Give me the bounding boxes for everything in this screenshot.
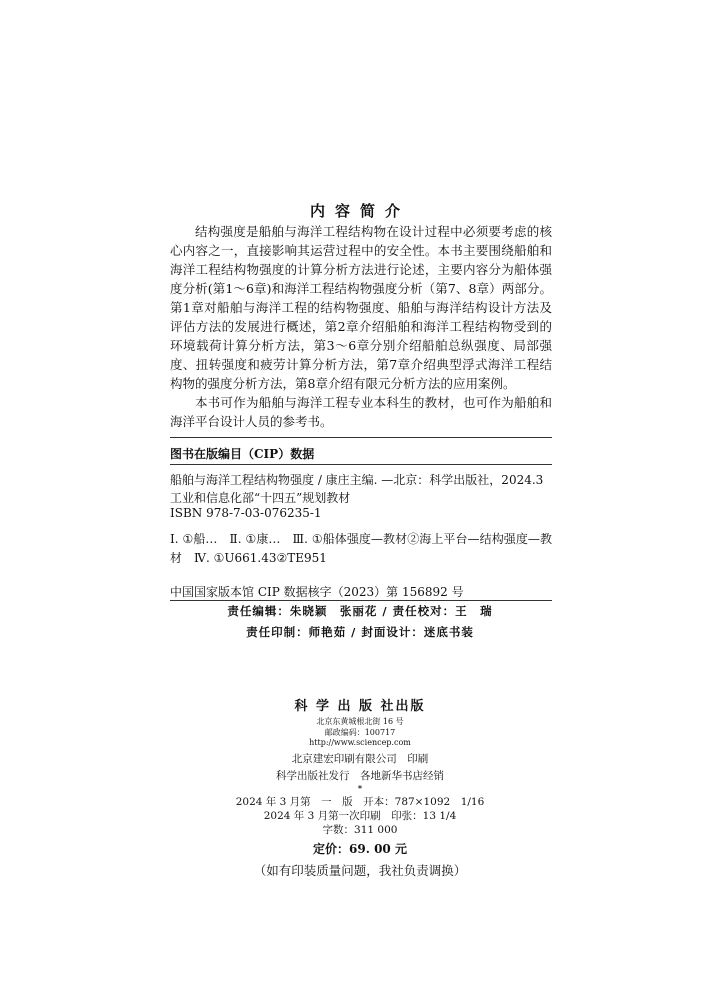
staff-line-2: 责任印制：师艳茹 / 封面设计：迷底书装	[246, 625, 474, 639]
cip-isbn: ISBN 978-7-03-076235-1	[170, 506, 322, 520]
cip-series-line: 工业和信息化部“十四五”规划教材	[170, 491, 351, 505]
page-title: 内容简介	[309, 202, 410, 220]
cip-record-number: 中国国家版本馆 CIP 数据核字（2023）第 156892 号	[170, 585, 464, 599]
publisher-address: 北京东黄城根北街 16 号	[316, 717, 404, 726]
cip-heading: 图书在版编目（CIP）数据	[170, 447, 315, 461]
edition-line: 2024 年 3 月第 一 版 开本：787×1092 1/16	[235, 796, 485, 808]
cip-bottom-rule	[170, 600, 552, 601]
cip-classification: Ⅰ. ①船… Ⅱ. ①康… Ⅲ. ①船体强度—教材②海上平台—结构强度—教材 Ⅳ. ①U661.43②TE951	[170, 532, 552, 565]
quality-notice: （如有印装质量问题，我社负责调换）	[253, 863, 467, 878]
price: 定价：69. 00 元	[313, 842, 407, 856]
cip-book-line: 船舶与海洋工程结构物强度 / 康庄主编. —北京：科学出版社，2024.3	[170, 473, 544, 487]
staff-line-1: 责任编辑：朱晓颖 张丽花 / 责任校对：王 瑞	[227, 604, 493, 618]
intro-paragraph-1: 结构强度是船舶与海洋工程结构物在设计过程中必须要考虑的核心内容之一，直接影响其运营过程中的安全性。本书主要围绕船舶和海洋工程结构物强度的计算分析方法进行论述，主要内容分为船体强度分析(第1～6章)和海洋工程结构物强度分析（第7、8章）两部分。第1章对船舶与海洋工程的结构物强度、船舶与海洋结构设计方法及评估方法的发展进行概述，第2章介绍船舶和海洋工程结构物受到的环境载荷计算分析方法，第3～6章分别介绍船舶总纵强度、局部强度、扭转强度和疲劳计算分析方法，第7章介绍典型浮式海洋工程结构物的强度分析方法，第8章介绍有限元分析方法的应用案例。	[170, 224, 552, 391]
publisher-postcode: 邮政编码：100717	[324, 728, 396, 737]
cip-heading-rule	[170, 464, 552, 465]
distribution-line: 科学出版社发行 各地新华书店经销	[276, 770, 444, 782]
publisher-website: http://www.sciencep.com	[309, 738, 411, 747]
printing-line: 2024 年 3 月第一次印刷 印张：13 1/4	[263, 810, 457, 822]
separator-star: *	[357, 783, 363, 793]
intro-paragraph-2: 本书可作为船舶与海洋工程专业本科生的教材，也可作为船舶和海洋平台设计人员的参考书。	[170, 395, 552, 429]
cip-top-rule	[170, 437, 552, 438]
printer-line: 北京建宏印刷有限公司 印刷	[291, 753, 429, 765]
publisher-name: 科 学 出 版 社出版	[294, 699, 426, 714]
word-count: 字数：311 000	[322, 824, 398, 836]
intro-text	[170, 222, 552, 431]
